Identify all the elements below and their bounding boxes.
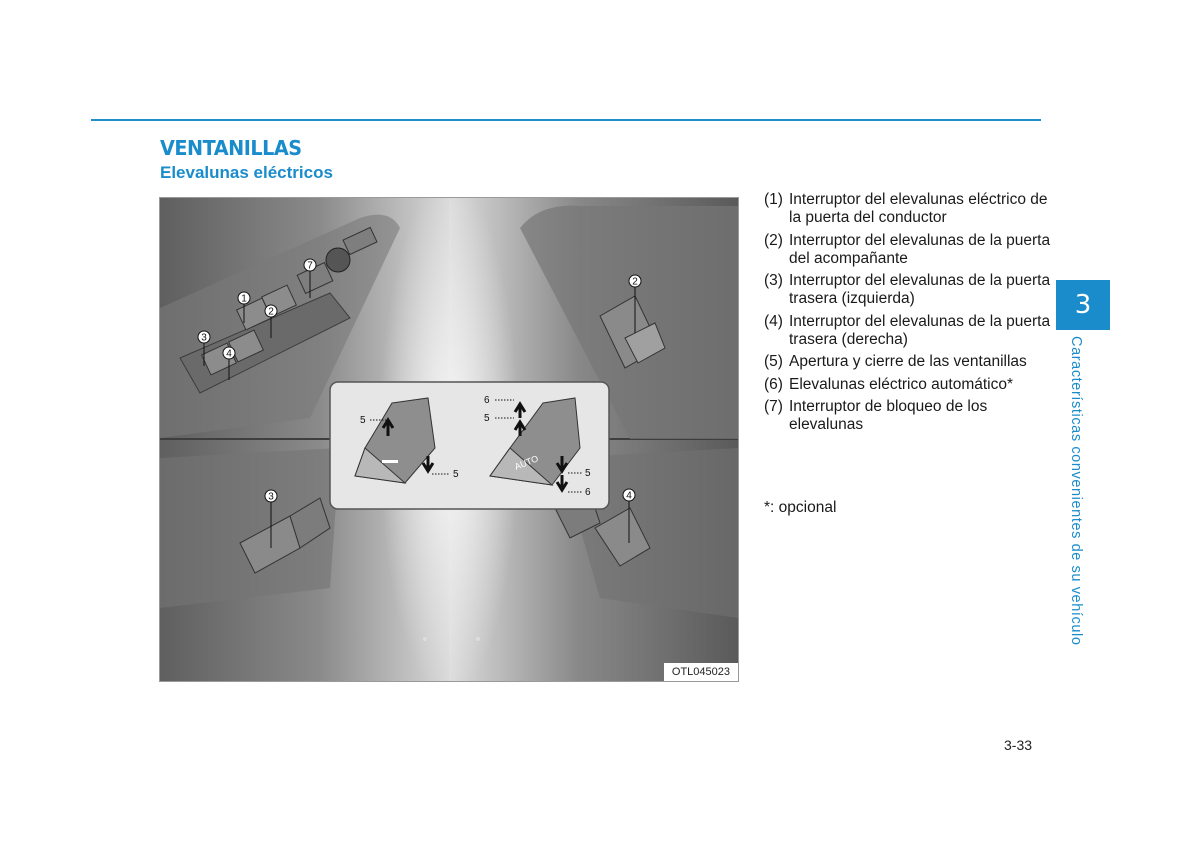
list-item <box>764 313 1054 349</box>
callout-3-bottom: 3 <box>268 491 274 503</box>
subtitle: Elevalunas eléctricos <box>160 163 333 182</box>
item-number: (6) <box>764 375 783 393</box>
item-number: (7) <box>764 398 783 415</box>
inset-label-left-up: 5 <box>360 415 366 426</box>
inset-label-right-5-top: 5 <box>484 413 490 424</box>
inset-label-left-down: 5 <box>453 469 459 480</box>
callout-4: 4 <box>226 348 232 360</box>
list-item <box>764 398 1054 434</box>
item-text: Interruptor del elevalunas de la puerta trasera (izquierda) <box>789 272 1051 307</box>
callout-2: 2 <box>268 306 274 318</box>
list-item <box>764 376 1054 394</box>
chapter-title: Características convenientes de su vehículo <box>1068 336 1084 646</box>
callout-7: 7 <box>307 260 313 272</box>
callout-1: 1 <box>241 293 247 305</box>
chapter-tab: 3 <box>1056 280 1110 330</box>
inset-label-right-5-bottom: 5 <box>585 468 591 479</box>
page-number: 3-33 <box>1004 737 1033 753</box>
item-text: Elevalunas eléctrico automático* <box>789 375 1014 393</box>
switch-operation-inset <box>330 382 609 509</box>
optional-note: *: opcional <box>764 499 837 516</box>
figure-code: OTL045023 <box>664 663 738 681</box>
item-list <box>764 191 1054 439</box>
window-switch-figure <box>159 197 739 682</box>
list-item <box>764 191 1054 227</box>
item-number: (4) <box>764 312 783 330</box>
list-item <box>764 232 1054 268</box>
callout-3: 3 <box>201 332 207 344</box>
item-text: Interruptor de bloqueo de los elevalunas <box>789 398 988 433</box>
item-number: (5) <box>764 353 783 370</box>
inset-label-right-6-top: 6 <box>484 395 490 406</box>
top-rule <box>91 119 1041 121</box>
section-title: VENTANILLAS <box>160 136 302 160</box>
callout-2-right: 2 <box>632 276 638 288</box>
figure-illustration <box>160 198 738 681</box>
item-number: (2) <box>764 231 783 249</box>
item-text: Interruptor del elevalunas eléctrico de la puerta del conductor <box>789 191 1048 226</box>
list-item <box>764 353 1054 371</box>
item-number: (3) <box>764 272 783 289</box>
item-text: Interruptor del elevalunas de la puerta del acompañante <box>789 231 1051 267</box>
item-text: Interruptor del elevalunas de la puerta trasera (derecha) <box>789 312 1051 348</box>
callout-4-bottom: 4 <box>626 490 632 502</box>
auto-label: AUTO <box>513 453 540 472</box>
item-number: (1) <box>764 191 783 208</box>
item-text: Apertura y cierre de las ventanillas <box>789 353 1027 370</box>
list-item <box>764 272 1054 308</box>
inset-label-right-6-bottom: 6 <box>585 487 591 498</box>
